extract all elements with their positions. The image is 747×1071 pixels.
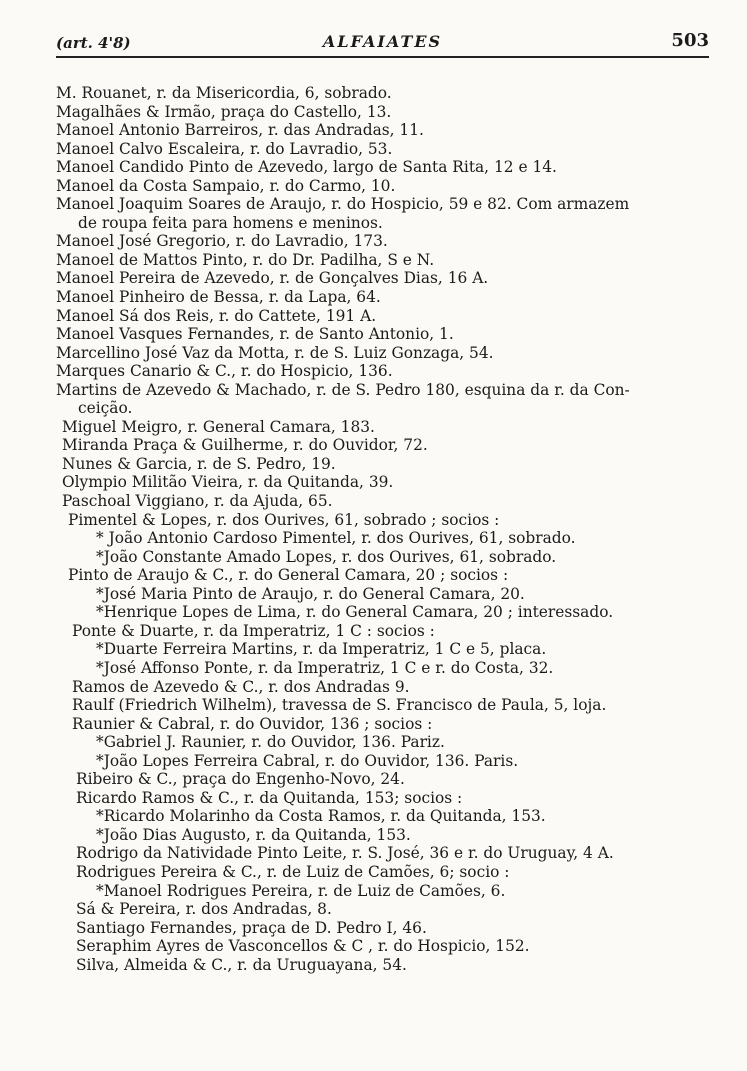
partner-line: *Ricardo Molarinho da Costa Ramos, r. da Quitanda, 153. [96, 807, 546, 826]
entry-line: Manoel Candido Pinto de Azevedo, largo de Santa Rita, 12 e 14. [56, 158, 557, 177]
entry-line: Manoel Vasques Fernandes, r. de Santo Antonio, 1. [56, 325, 454, 344]
entry-line: Pimentel & Lopes, r. dos Ourives, 61, sobrado ; socios : [68, 510, 500, 529]
partner-line: *João Lopes Ferreira Cabral, r. do Ouvidor, 136. Paris. [96, 751, 519, 770]
entry-line: Pinto de Araujo & C., r. do General Camara, 20 ; socios : [68, 566, 509, 585]
entry-line: M. Rouanet, r. da Misericordia, 6, sobrado. [56, 84, 392, 102]
entry-line: Seraphim Ayres de Vasconcellos & C , r. do Hospicio, 152. [76, 937, 530, 956]
partner-line: *Gabriel J. Raunier, r. do Ouvidor, 136. Pariz. [96, 733, 445, 752]
entry-line: Manoel Joaquim Soares de Araujo, r. do Hospicio, 59 e 82. Com armazem [56, 195, 630, 214]
entry-line: Ramos de Azevedo & C., r. dos Andradas 9. [72, 677, 410, 696]
entry-line: Ponte & Duarte, r. da Imperatriz, 1 C : socios : [72, 621, 435, 640]
entry-continuation: de roupa feita para homens e meninos. [78, 213, 383, 232]
article-reference: (art. 4'8) [56, 34, 131, 52]
page-header [56, 30, 709, 58]
partner-line: *João Dias Augusto, r. da Quitanda, 153. [96, 825, 411, 844]
partner-line: *José Affonso Ponte, r. da Imperatriz, 1 C e r. do Costa, 32. [96, 658, 554, 677]
entry-line: Marques Canario & C., r. do Hospicio, 136. [56, 362, 393, 381]
entry-list [56, 84, 716, 974]
entry-continuation: ceição. [78, 399, 133, 418]
entry-line: Silva, Almeida & C., r. da Uruguayana, 54. [76, 955, 407, 974]
entry-line: Olympio Militão Vieira, r. da Quitanda, 39. [62, 473, 394, 492]
entry-line: Raunier & Cabral, r. do Ouvidor, 136 ; socios : [72, 714, 433, 733]
entry-line: Miguel Meigro, r. General Camara, 183. [62, 417, 375, 436]
entry-line: Santiago Fernandes, praça de D. Pedro I, 46. [76, 918, 427, 937]
page-number: 503 [671, 30, 709, 51]
entry-line: Nunes & Garcia, r. de S. Pedro, 19. [62, 454, 336, 473]
entry-line: Manoel Pinheiro de Bessa, r. da Lapa, 64. [56, 288, 381, 307]
entry-line: Manoel de Mattos Pinto, r. do Dr. Padilha, S e N. [56, 250, 435, 269]
entry-line: Martins de Azevedo & Machado, r. de S. Pedro 180, esquina da r. da Con- [56, 380, 630, 399]
entry-line: Magalhães & Irmão, praça do Castello, 13. [56, 102, 392, 121]
partner-line: *Henrique Lopes de Lima, r. do General Camara, 20 ; interessado. [96, 603, 614, 622]
partner-line: * João Antonio Cardoso Pimentel, r. dos Ourives, 61, sobrado. [96, 529, 576, 548]
entry-line: Miranda Praça & Guilherme, r. do Ouvidor, 72. [62, 436, 428, 455]
entry-line: Manoel Antonio Barreiros, r. das Andradas, 11. [56, 121, 424, 140]
entry-line: Sá & Pereira, r. dos Andradas, 8. [76, 900, 332, 919]
partner-line: *José Maria Pinto de Araujo, r. do General Camara, 20. [96, 584, 525, 603]
entry-line: Raulf (Friedrich Wilhelm), travessa de S. Francisco de Paula, 5, loja. [72, 696, 607, 715]
partner-line: *Duarte Ferreira Martins, r. da Imperatriz, 1 C e 5, placa. [96, 640, 547, 659]
entry-line: Manoel José Gregorio, r. do Lavradio, 173. [56, 232, 388, 251]
entry-line: Marcellino José Vaz da Motta, r. de S. Luiz Gonzaga, 54. [56, 343, 494, 362]
entry-line: Manoel Sá dos Reis, r. do Cattete, 191 A. [56, 306, 377, 325]
entry-line: Paschoal Viggiano, r. da Ajuda, 65. [62, 492, 333, 511]
entry-line: Rodrigues Pereira & C., r. de Luiz de Camões, 6; socio : [76, 862, 510, 881]
entry-line: Ricardo Ramos & C., r. da Quitanda, 153; socios : [76, 788, 463, 807]
entry-line: Manoel Pereira de Azevedo, r. de Gonçalves Dias, 16 A. [56, 269, 489, 288]
entry-line: Manoel Calvo Escaleira, r. do Lavradio, 53. [56, 139, 393, 158]
partner-line: *Manoel Rodrigues Pereira, r. de Luiz de Camões, 6. [96, 881, 506, 900]
entry-line: Rodrigo da Natividade Pinto Leite, r. S. José, 36 e r. do Uruguay, 4 A. [76, 844, 614, 863]
entry-line: Ribeiro & C., praça do Engenho-Novo, 24. [76, 770, 405, 789]
section-title: ALFAIATES [322, 32, 443, 51]
partner-line: *João Constante Amado Lopes, r. dos Ourives, 61, sobrado. [96, 547, 557, 566]
entry-line: Manoel da Costa Sampaio, r. do Carmo, 10. [56, 176, 396, 195]
